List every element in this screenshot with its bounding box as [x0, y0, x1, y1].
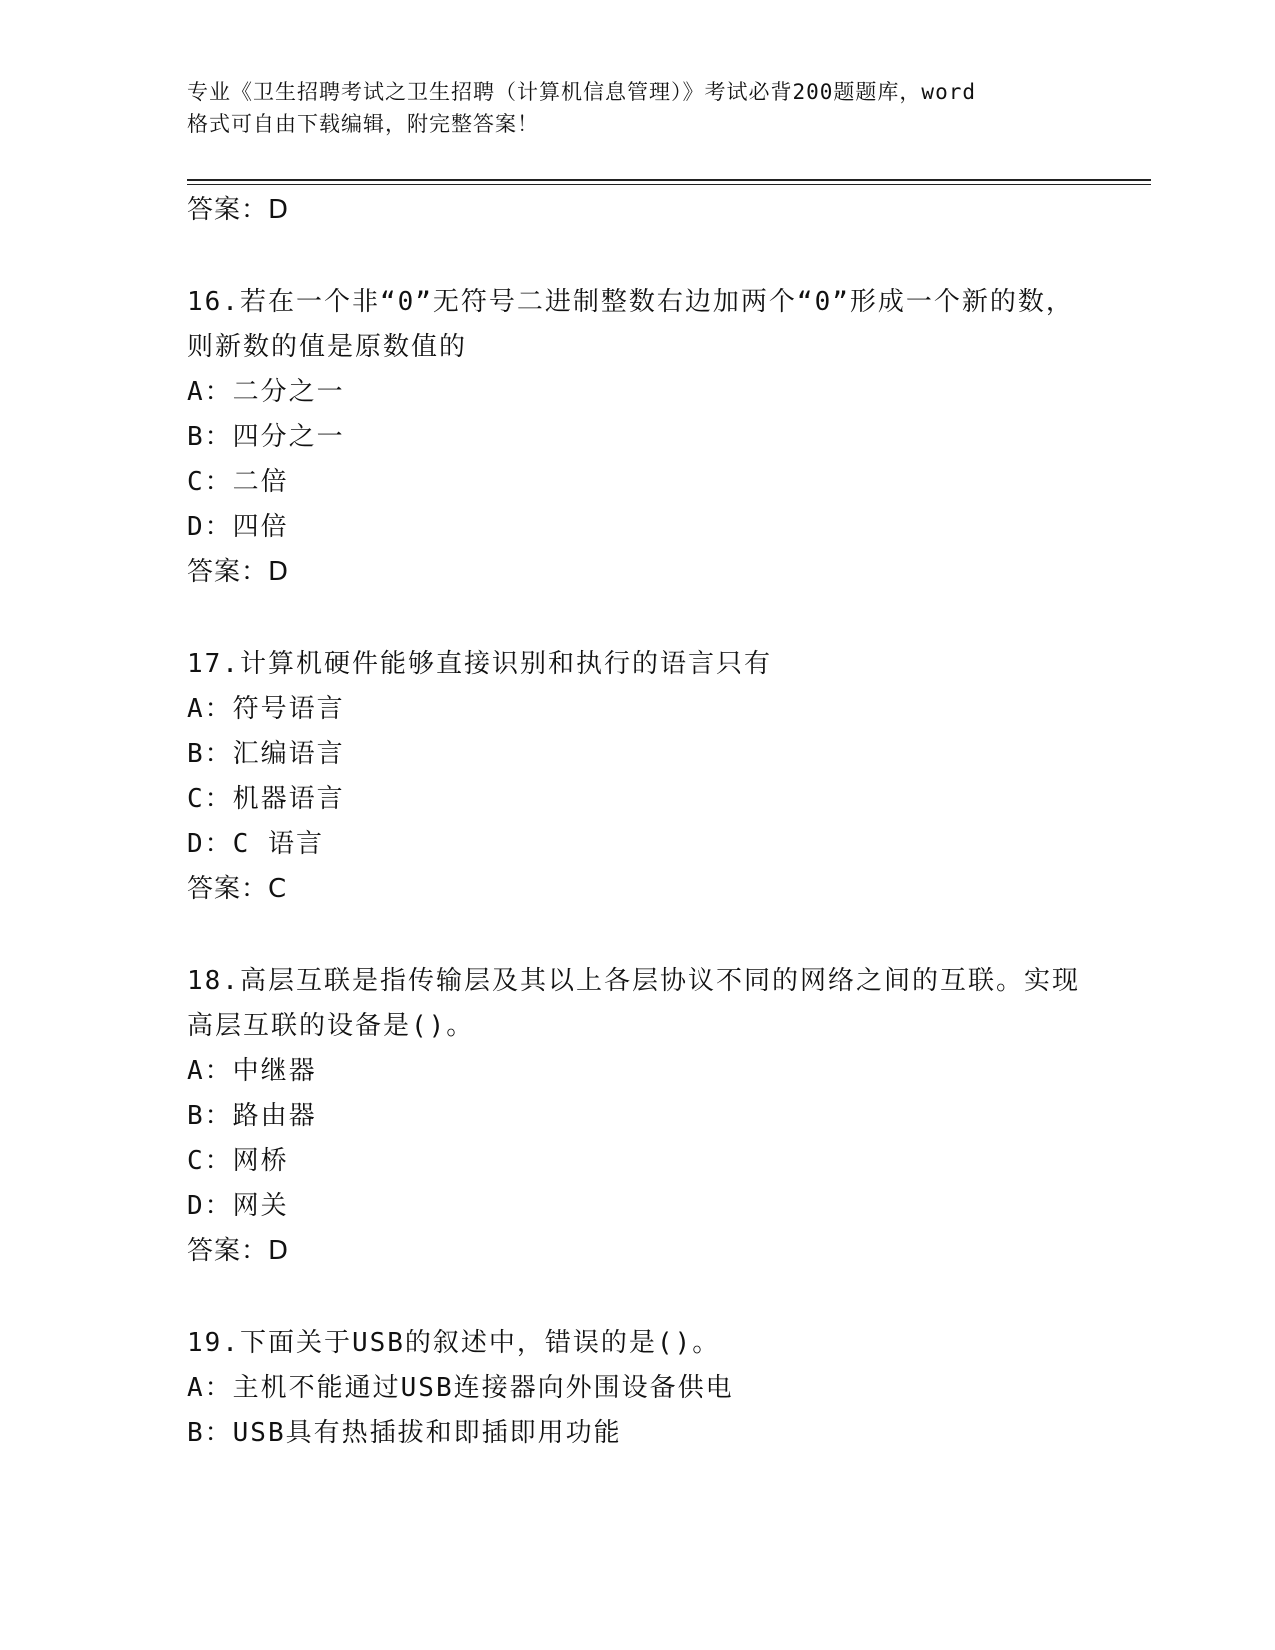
option-d: D：C 语言 [187, 829, 324, 859]
previous-answer: 答案：D [187, 195, 290, 225]
question-stem: 16.若在一个非“0”无符号二进制整数右边加两个“0”形成一个新的数，则新数的值是原数值的 [187, 287, 1074, 362]
option-a: A：中继器 [187, 1056, 317, 1086]
header-title-line-2: 格式可自由下载编辑，附完整答案！ [187, 112, 539, 136]
question-16 [187, 280, 1087, 592]
option-a: A：二分之一 [187, 377, 345, 407]
question-list [187, 190, 1087, 1456]
question-18 [187, 959, 1087, 1271]
option-d: D：四倍 [187, 512, 289, 542]
option-d: D：网关 [187, 1191, 289, 1221]
option-a: A：符号语言 [187, 694, 345, 724]
question-19 [187, 1321, 1087, 1456]
question-17 [187, 642, 1087, 909]
question-answer: 答案：C [187, 874, 288, 904]
header-divider-thin [187, 184, 1151, 185]
question-stem: 19.下面关于USB的叙述中，错误的是()。 [187, 1328, 721, 1358]
option-c: C：机器语言 [187, 784, 345, 814]
option-b: B：USB具有热插拔和即插即用功能 [187, 1418, 622, 1448]
option-c: C：网桥 [187, 1146, 289, 1176]
option-b: B：汇编语言 [187, 739, 345, 769]
question-stem: 18.高层互联是指传输层及其以上各层协议不同的网络之间的互联。实现高层互联的设备是()。 [187, 966, 1080, 1041]
option-b: B：路由器 [187, 1101, 317, 1131]
document-header [187, 76, 1087, 140]
option-b: B：四分之一 [187, 422, 345, 452]
header-divider-thick [187, 179, 1151, 181]
option-c: C：二倍 [187, 467, 289, 497]
header-title-line-1: 专业《卫生招聘考试之卫生招聘（计算机信息管理）》考试必背200题题库，word [187, 80, 976, 104]
question-stem: 17.计算机硬件能够直接识别和执行的语言只有 [187, 649, 772, 679]
question-answer: 答案：D [187, 557, 290, 587]
option-a: A：主机不能通过USB连接器向外围设备供电 [187, 1373, 734, 1403]
question-answer: 答案：D [187, 1236, 290, 1266]
